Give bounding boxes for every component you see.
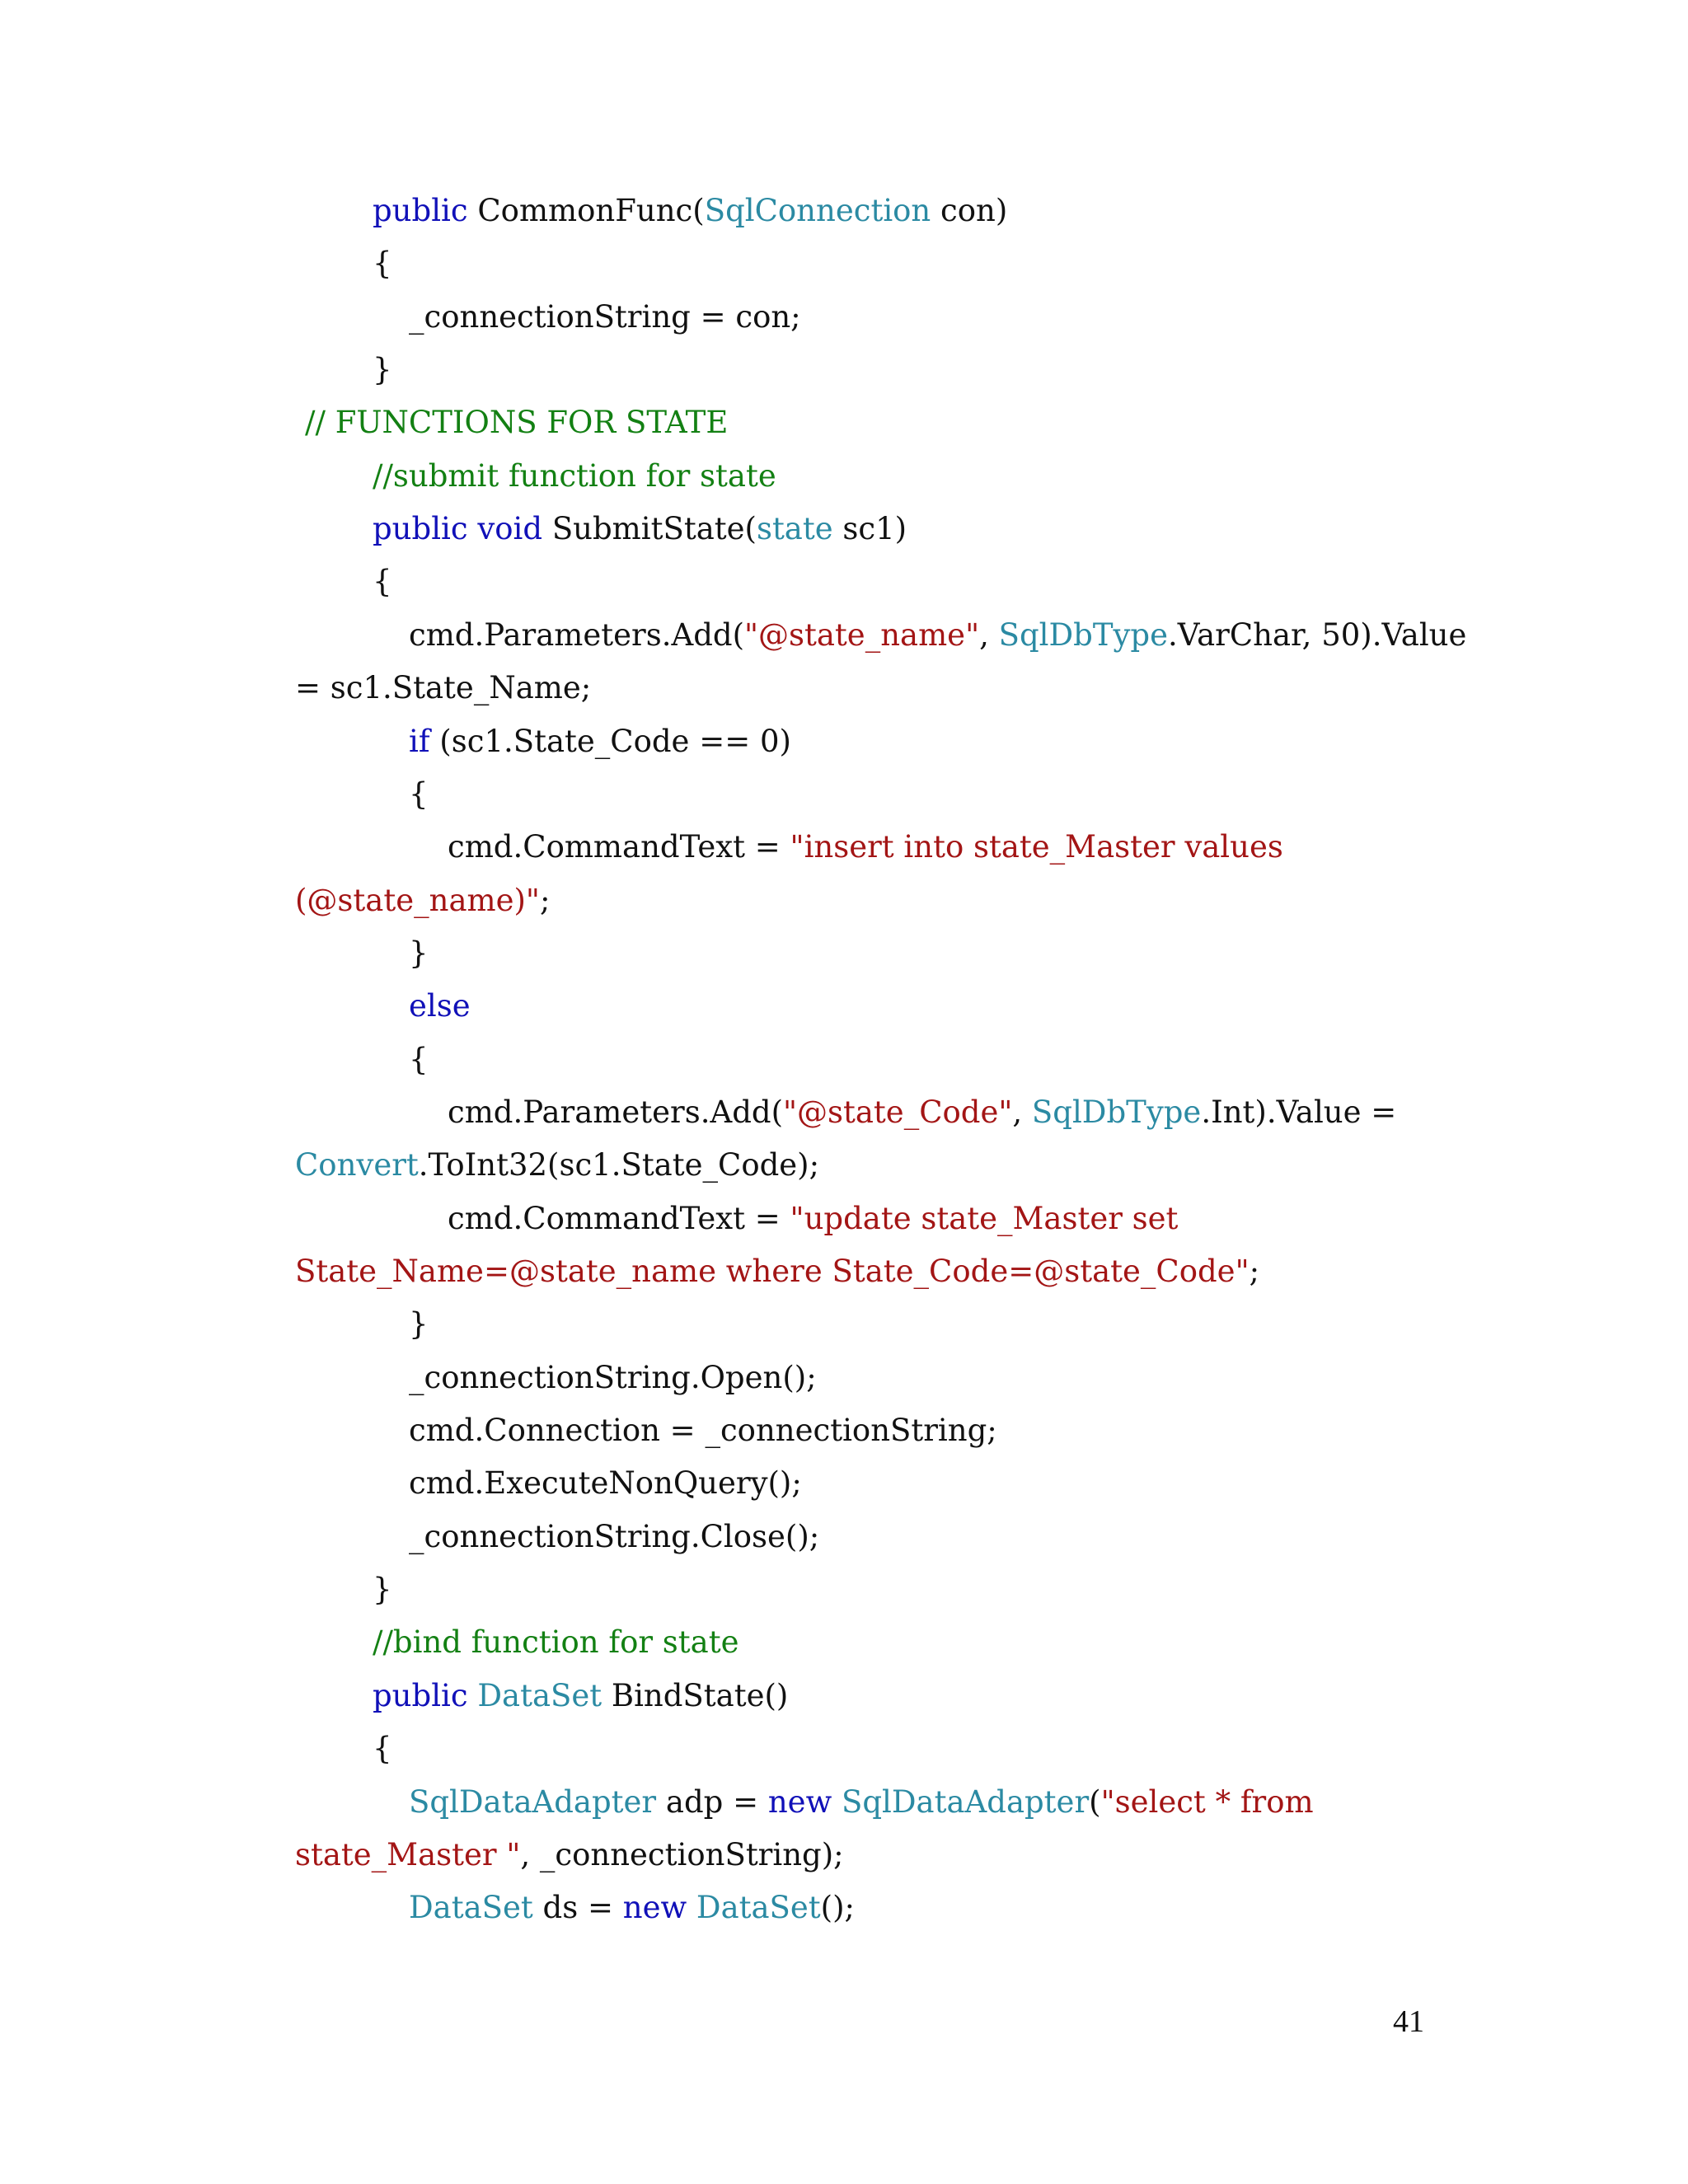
code-token: .Int).Value = [1201,1094,1397,1130]
page-number: 41 [1393,2004,1424,2039]
code-token: BindState() [602,1678,789,1713]
code-line [295,1251,1259,1292]
code-token: .ToInt32(sc1.State_Code); [418,1147,820,1183]
code-line [409,1304,429,1345]
code-token: Convert [295,1147,419,1183]
code-token: new [767,1784,832,1820]
code-token [832,1784,842,1820]
code-token: State_Name=@state_name where State_Code=@state_Code" [295,1254,1250,1289]
code-token: .VarChar, 50).Value [1168,617,1467,653]
code-token: public [373,511,468,546]
code-token: cmd.CommandText = [448,829,790,865]
code-token: ds = [532,1890,623,1925]
code-line [409,1463,802,1504]
code-token: public [373,1678,468,1713]
code-line [295,1835,844,1876]
code-line [448,1198,1178,1240]
code-token: { [409,1042,429,1077]
code-line [373,509,907,550]
code-token: DataSet [696,1890,821,1925]
code-token: SqlDbType [1031,1094,1202,1130]
code-token: cmd.Parameters.Add( [409,617,744,653]
code-token: ; [1249,1254,1260,1289]
code-line [409,1782,1314,1823]
code-token: , [979,617,999,653]
code-line [409,1039,429,1080]
code-token: DataSet [477,1678,603,1713]
code-token: SqlConnection [704,193,931,228]
code-line [448,1092,1396,1133]
code-line [409,986,471,1027]
code-token: public [373,193,468,228]
code-token [468,511,478,546]
code-token: cmd.Connection = _connectionString; [409,1413,997,1448]
code-line [373,456,776,497]
code-token: ; [539,883,551,918]
code-token: { [373,564,392,599]
code-line [409,721,791,762]
code-token: _connectionString.Close(); [409,1519,820,1554]
code-token: SqlDataAdapter [409,1784,657,1820]
code-token: SubmitState( [542,511,757,546]
code-token: DataSet [409,1890,533,1925]
code-token: { [409,776,429,812]
code-token: } [373,1572,392,1607]
code-line [409,1516,819,1558]
code-line [373,1675,788,1717]
code-line [305,402,728,443]
code-token: _connectionString.Open(); [409,1360,817,1395]
code-token: (); [820,1890,856,1925]
code-token: cmd.CommandText = [448,1201,790,1236]
code-line [409,774,429,815]
code-token: "select * from [1100,1784,1314,1820]
code-line [295,880,550,921]
code-line [409,1410,997,1451]
code-token: { [373,1731,392,1766]
code-token: "@state_Code" [783,1094,1013,1130]
code-token: { [373,246,392,281]
code-line [409,1357,817,1399]
code-token [468,1678,478,1713]
code-token: new [622,1890,687,1925]
code-token: = sc1.State_Name; [295,670,592,705]
code-line [409,933,429,974]
code-token: "@state_name" [744,617,980,653]
code-token: (@state_name)" [295,883,540,918]
code-line [409,1887,855,1929]
code-line [448,827,1283,868]
code-token: //submit function for state [373,458,776,494]
code-token: else [409,988,471,1024]
code-token: state_Master " [295,1837,521,1872]
code-token: } [373,352,392,387]
code-line [409,297,801,338]
code-line [373,1569,392,1610]
code-token: ( [1089,1784,1101,1820]
code-token: } [409,1306,429,1342]
code-token: adp = [656,1784,768,1820]
code-token: "insert into state_Master values [790,829,1283,865]
code-line [373,561,392,602]
code-token: // FUNCTIONS FOR STATE [305,405,729,440]
code-line [373,190,1007,232]
code-token: SqlDbType [998,617,1169,653]
code-token: (sc1.State_Code == 0) [429,724,791,759]
code-token: sc1) [832,511,907,546]
code-line [373,1622,738,1663]
code-token: //bind function for state [373,1624,739,1660]
code-line [373,243,392,284]
code-token: , _connectionString); [520,1837,844,1872]
code-token: cmd.ExecuteNonQuery(); [409,1465,802,1501]
code-token: void [477,511,543,546]
code-token: } [409,935,429,971]
code-token: con) [931,193,1008,228]
code-token: CommonFunc( [467,193,705,228]
code-token: "update state_Master set [790,1201,1179,1236]
code-token [687,1890,696,1925]
code-token: _connectionString = con; [409,299,801,335]
code-line [295,1145,819,1186]
code-token: SqlDataAdapter [842,1784,1090,1820]
code-line [409,615,1466,656]
code-line [373,349,392,391]
code-token: state [756,511,833,546]
code-line [373,1728,392,1769]
code-line [295,668,591,709]
code-token: cmd.Parameters.Add( [448,1094,783,1130]
code-token: , [1012,1094,1032,1130]
code-token: if [409,724,430,759]
